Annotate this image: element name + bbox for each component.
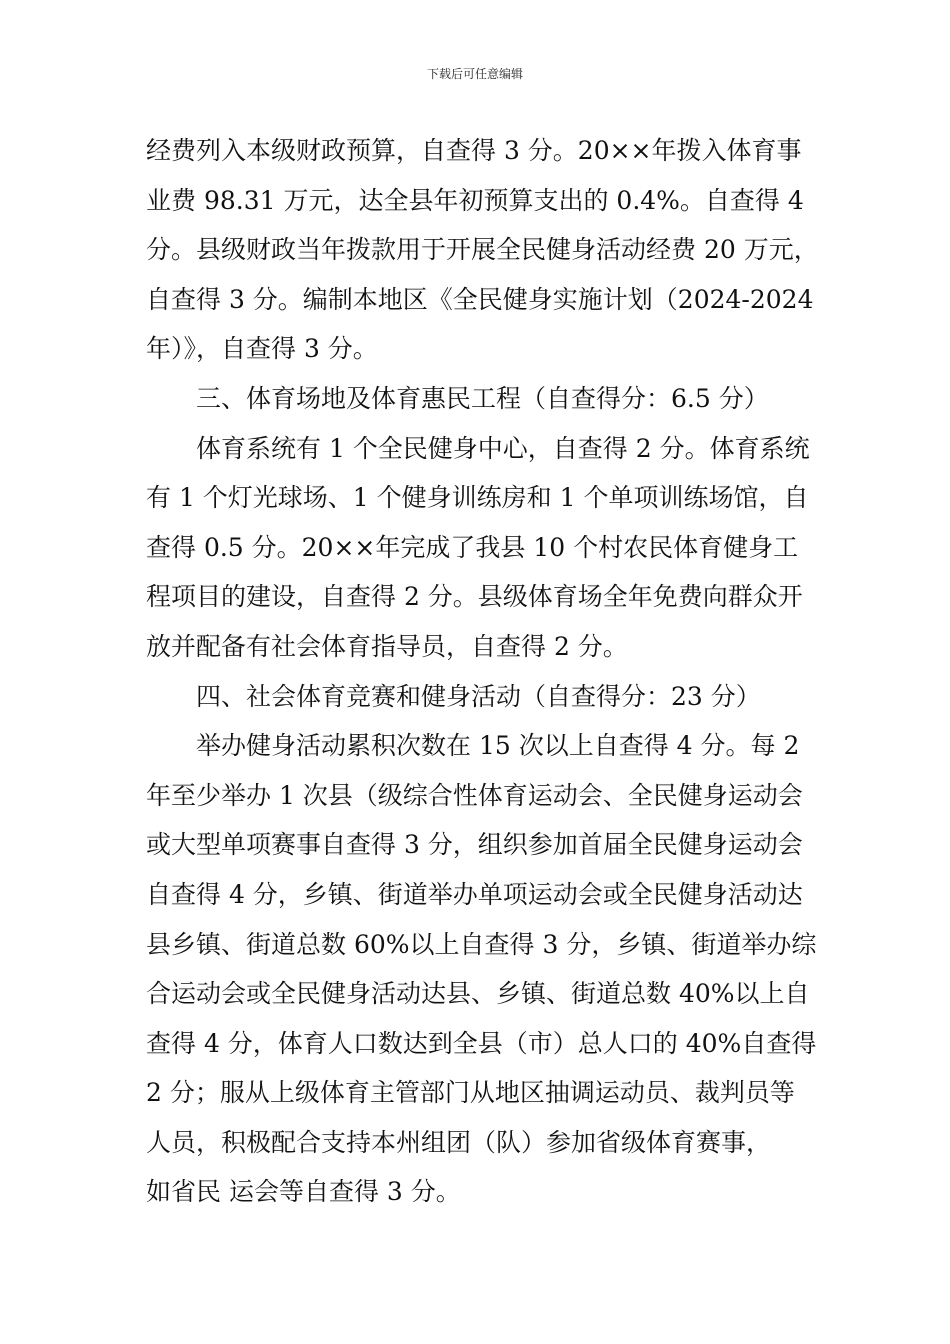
text-line: 程项目的建设，自查得 2 分。县级体育场全年免费向群众开: [146, 582, 803, 612]
text-line: 年）》，自查得 3 分。: [146, 334, 378, 364]
text-line: 放并配备有社会体育指导员，自查得 2 分。: [146, 631, 628, 661]
text-line: 自查得 4 分，乡镇、街道举办单项运动会或全民健身活动达: [146, 879, 803, 909]
text-line: 有 1 个灯光球场、1 个健身训练房和 1 个单项训练场馆，自: [146, 483, 809, 513]
text-line: 经费列入本级财政预算，自查得 3 分。20××年拨入体育事: [146, 136, 802, 165]
text-line: 体育系统有 1 个全民健身中心，自查得 2 分。体育系统: [196, 433, 810, 463]
text-line: 自查得 3 分。编制本地区《全民健身实施计划（2024-2024: [146, 284, 814, 314]
text-line: 人员，积极配合支持本州组团（队）参加省级体育赛事，: [146, 1127, 772, 1157]
section-heading: 三、体育场地及体育惠民工程（自查得分：6.5 分）: [196, 383, 769, 413]
text-line: 或大型单项赛事自查得 3 分，组织参加首届全民健身运动会: [146, 830, 803, 860]
text-line: 县乡镇、街道总数 60%以上自查得 3 分，乡镇、街道举办综: [146, 929, 817, 959]
document-body: [146, 126, 836, 1217]
text-line: 如省民 运会等自查得 3 分。: [146, 1177, 461, 1207]
text-line: 年至少举办 1 次县（级综合性体育运动会、全民健身运动会: [146, 780, 803, 810]
text-line: 2 分；服从上级体育主管部门从地区抽调运动员、裁判员等: [146, 1078, 795, 1108]
page-header-note: 下载后可任意编辑: [426, 67, 523, 81]
text-line: 举办健身活动累积次数在 15 次以上自查得 4 分。每 2: [196, 731, 800, 761]
text-line: 合运动会或全民健身活动达县、乡镇、街道总数 40%以上自: [146, 979, 810, 1009]
text-line: 查得 0.5 分。20××年完成了我县 10 个村农民体育健身工: [146, 532, 799, 562]
section-heading: 四、社会体育竞赛和健身活动（自查得分：23 分）: [196, 681, 761, 711]
text-line: 分。县级财政当年拨款用于开展全民健身活动经费 20 万元，: [146, 235, 819, 265]
text-line: 业费 98.31 万元，达全县年初预算支出的 0.4%。自查得 4: [146, 185, 804, 215]
text-line: 查得 4 分，体育人口数达到全县（市）总人口的 40%自查得: [146, 1028, 817, 1058]
